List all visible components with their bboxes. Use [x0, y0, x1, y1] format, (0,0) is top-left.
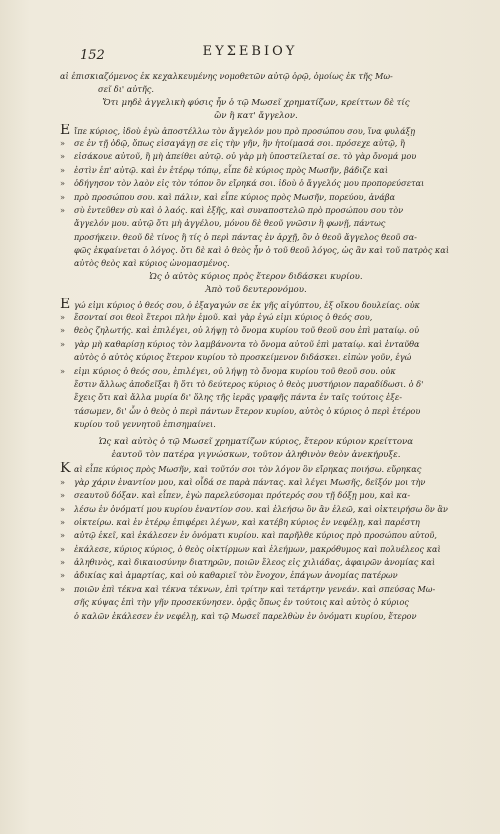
text-line-content: ἴπε κύριος, ἰδοὺ ἐγὼ ἀποστέλλω τὸν ἄγγελόν μου πρὸ προσώπου σου, ἵνα φυλάξῃ: [74, 125, 416, 136]
text-line: προσήκειν. θεοῦ δὲ τίνος ἢ τίς ὁ περὶ πάντας ἐν ἀρχῇ, ὃν ὁ θεοῦ ἄγγελος θεοῦ σα-: [74, 231, 417, 242]
text-line: τάσωμεν, δι' ὧν ὁ θεὸς ὁ περὶ πάντων ἕτερον κυρίου, αὐτὸς ὁ κύριος ὁ περὶ ἑτέρου: [74, 405, 421, 416]
text-line: » οἰκτείρω. καὶ ἐν ἑτέρῳ ἐπιφέρει λέγων, καὶ κατέβη κύριος ἐν νεφέλῃ, καὶ παρέστη: [60, 516, 420, 527]
text-line: » ἀδικίας καὶ ἁμαρτίας, καὶ οὐ καθαριεῖ τὸν ἔνοχον, ἐπάγων ἀνομίας πατέρων: [60, 570, 398, 581]
text-line: » σὺ ἐντεῦθεν σὺ καὶ ὁ λαός. καὶ ἑξῆς, καὶ συναποστελῶ πρὸ προσώπου σου τὸν: [60, 204, 404, 215]
text-line: ἔστιν ἄλλως ἀποδεῖξαι ἢ ὅτι τὸ δεύτερος κύριος ὁ θεὸς μυστήριον παραδίδωσι. ὁ δ': [74, 378, 424, 389]
page-number: 152: [80, 48, 105, 63]
initial-letter: Κ: [60, 462, 71, 476]
text-line: » γὰρ μὴ καθαρίσῃ κύριος τὸν λαμβάνοντα τὸ ὄνομα αὐτοῦ ἐπὶ ματαίῳ. καὶ ἐνταῦθα: [60, 338, 420, 349]
text-line: » εἰμι κύριος ὁ θεός σου, ἐπιλέγει, οὐ λήψῃ τὸ ὄνομα κυρίου τοῦ θεοῦ σου. οὐκ: [60, 365, 396, 376]
text-line: ἔχεις ὅτι καὶ ἄλλα μυρία δι' ὅλης τῆς ἱερᾶς γραφῆς πάντα ἐν ταῖς τούτοις ἐξε-: [74, 392, 402, 403]
section-heading: ὢν ἢ κατ' ἄγγελον.: [214, 111, 298, 122]
text-line: » ἔσονταί σοι θεοὶ ἕτεροι πλὴν ἐμοῦ. καὶ γὰρ ἐγώ εἰμι κύριος ὁ θεός σου,: [60, 312, 373, 323]
text-line: κυρίου τοῦ γεννητοῦ ἐπισημαίνει.: [74, 419, 216, 430]
text-line: φῶς ἐκφαίνεται ὁ λόγος. ὅτι δὲ καὶ ὁ θεὸς ἦν ὁ τοῦ θεοῦ λόγος, ὡς ἂν καὶ τοῦ πατρὸς καὶ: [74, 245, 450, 256]
text-line: » ὁδήγησον τὸν λαὸν εἰς τὸν τόπον ὃν εἴρηκά σοι. ἰδοὺ ὁ ἄγγελός μου προπορεύσεται: [60, 178, 425, 189]
text-line: » σεαυτοῦ δόξαν. καὶ εἶπεν, ἐγὼ παρελεύσομαι πρότερός σου τῇ δόξῃ μου, καὶ κα-: [60, 490, 411, 501]
text-line: » θεὸς ζηλωτής. καὶ ἐπιλέγει, οὐ λήψῃ τὸ ὄνομα κυρίου τοῦ θεοῦ σου ἐπὶ ματαίῳ. οὐ: [60, 325, 420, 336]
text-line: Καὶ εἶπε κύριος πρὸς Μωσῆν, καὶ τοῦτόν σοι τὸν λόγον ὃν εἴρηκας ποιήσω. εὕρηκας: [60, 462, 422, 476]
text-line: αὐτὸς θεὸς καὶ κύριος ὠνομασμένος.: [74, 258, 230, 269]
text-line: αἱ ἐπισκιαζόμενος ἐκ κεχαλκευμένης νομοθετῶν αὐτῷ ὁρῷ, ὁμοίως ἐκ τῆς Μω-: [60, 71, 393, 81]
text-line: » σε ἐν τῇ ὁδῷ, ὅπως εἰσαγάγῃ σε εἰς τὴν γῆν, ἣν ἡτοίμασά σοι. πρόσεχε αὐτῷ, ἢ: [60, 137, 405, 148]
text-line: αὐτὸς ὁ αὐτὸς κύριος ἕτερον κυρίου τὸ προσκείμενον διδάσκει. εἰπὼν γοῦν, ἐγώ: [74, 352, 412, 363]
section-heading: Ὅτι μηδὲ ἀγγελικὴ φύσις ἦν ὁ τῷ Μωσεῖ χρηματίζων, κρείττων δὲ τίς: [102, 97, 410, 108]
text-line: » ποιῶν ἐπὶ τέκνα καὶ τέκνα τέκνων, ἐπὶ τρίτην καὶ τετάρτην γενεάν. καὶ σπεύσας Μω-: [60, 583, 436, 594]
page-header: [0, 44, 500, 64]
section-heading: Ὡς ὁ αὐτὸς κύριος πρὸς ἕτερον διδάσκει κυρίου.: [149, 271, 363, 282]
text-line: σεῖ δι' αὐτῆς.: [98, 84, 154, 95]
text-line: ἄγγελόν μου. αὐτῷ ὅτι μὴ ἀγγέλου, μόνου δὲ θεοῦ γνῶσιν ἢ φωνῇ, πάντως: [74, 218, 386, 229]
section-heading: Ὡς καὶ αὐτὸς ὁ τῷ Μωσεῖ χρηματίζων κύριος, ἕτερον κύριον κρείττονα: [98, 436, 414, 447]
text-line: » ἐκάλεσε, κύριος κύριος, ὁ θεὸς οἰκτίρμων καὶ ἐλεήμων, μακρόθυμος καὶ πολυέλεος καὶ: [60, 543, 441, 554]
text-line: Εγώ εἰμι κύριος ὁ θεός σου, ὁ ἐξαγαγών σε ἐκ γῆς αἰγύπτου, ἐξ οἴκου δουλείας. οὐκ: [60, 297, 420, 312]
text-line: » ἐστὶν ἐπ' αὐτῷ. καὶ ἐν ἑτέρῳ τόπῳ, εἶπε δὲ κύριος πρὸς Μωσῆν, βάδιζε καὶ: [60, 164, 389, 175]
initial-letter: Ε: [60, 297, 71, 312]
text-line: » πρὸ προσώπου σου. καὶ πάλιν, καὶ εἶπε κύριος πρὸς Μωσῆν, πορεύου, ἀνάβα: [60, 191, 396, 202]
section-heading: Ἀπὸ τοῦ δευτερονόμου.: [205, 285, 307, 296]
text-line: » λέσω ἐν ὀνόματί μου κυρίου ἐναντίον σου. καὶ ἐλεήσω ὃν ἂν ἐλεῶ, καὶ οἰκτειρήσω ὃν ἂν: [60, 503, 448, 514]
text-line: σῆς κύψας ἐπὶ τὴν γῆν προσεκύνησεν. ὁρᾷς ὅπως ἐν τούτοις καὶ αὐτὸς ὁ κύριος: [74, 597, 409, 608]
text-line: [60, 124, 452, 137]
running-head: ΕΥΣΕΒΙΟΥ: [202, 44, 298, 59]
text-line: » γὰρ χάριν ἐναντίον μου, καὶ οἶδά σε παρὰ πάντας. καὶ λέγει Μωσῆς, δεῖξόν μοι τὴν: [60, 476, 426, 487]
text-block: [60, 70, 452, 623]
text-line: » ἀληθινὸς, καὶ δικαιοσύνην διατηρῶν, ποιῶν ἔλεος εἰς χιλιάδας, ἀφαιρῶν ἀνομίας καὶ: [60, 557, 436, 568]
text-line: » εἰσάκουε αὐτοῦ, ἢ μὴ ἀπείθει αὐτῷ. οὐ γὰρ μὴ ὑποστείλεταί σε. τὸ γὰρ ὄνομά μου: [60, 151, 417, 162]
section-heading: ἑαυτοῦ τὸν πατέρα γιγνώσκων, τοῦτον ἀληθινὸν θεὸν ἀνεκήρυξε.: [111, 449, 401, 460]
initial-letter: Ε: [60, 123, 71, 137]
text-line: » αὐτῷ ἐκεῖ, καὶ ἐκάλεσεν ἐν ὀνόματι κυρίου. καὶ παρῆλθε κύριος πρὸ προσώπου αὐτοῦ,: [60, 530, 438, 541]
text-line: ὁ καλῶν ἐκάλεσεν ἐν νεφέλῃ, καὶ τῷ Μωσεῖ παρελθὼν ἐν ὀνόματι κυρίου, ἕτερον: [74, 610, 417, 621]
